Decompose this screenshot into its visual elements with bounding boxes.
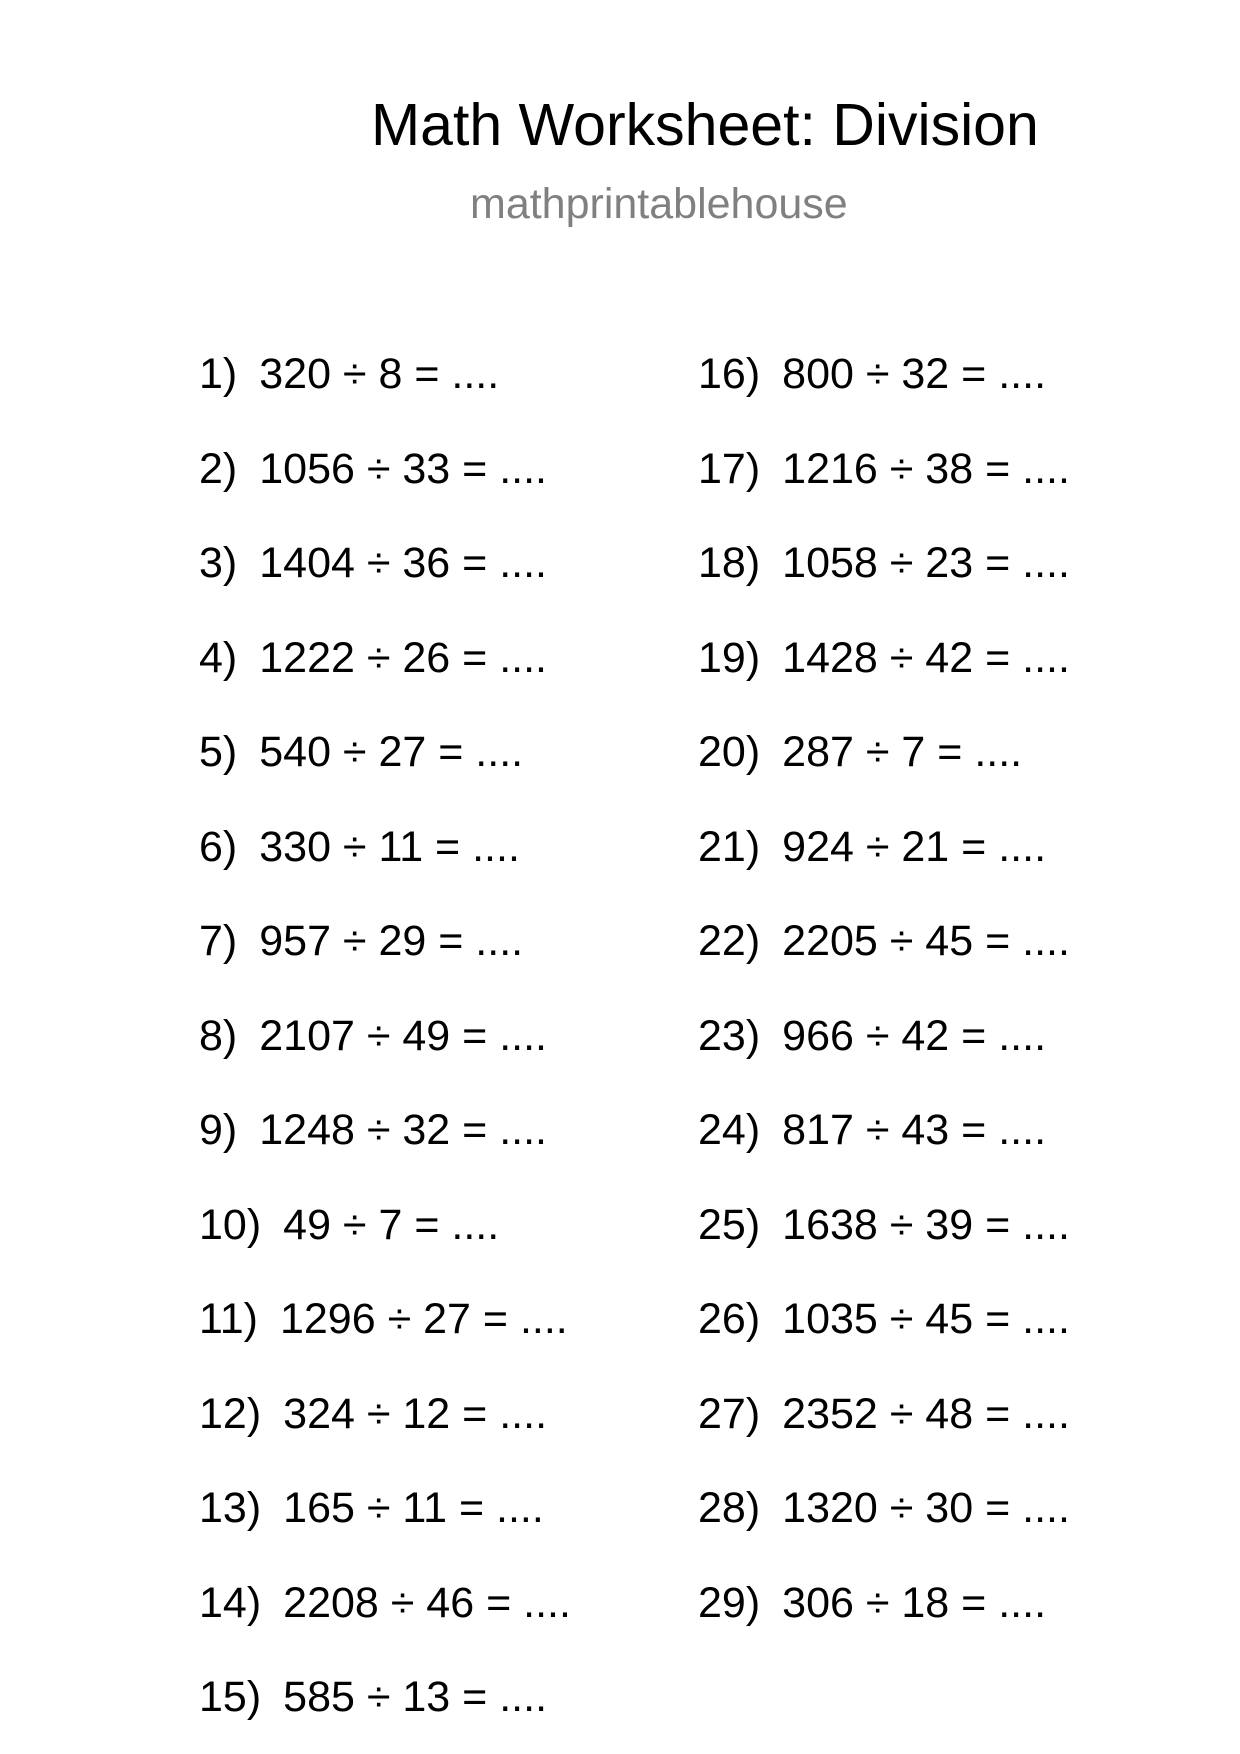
problem-item [199,539,548,587]
problem-number: 13) [199,1484,262,1532]
problem-number: 16) [698,350,761,398]
problem-number: 11) [199,1295,258,1343]
problem-item [698,634,1070,682]
problem-item [199,350,500,398]
problem-expression: 1320 ÷ 30 = .... [782,1484,1070,1532]
problem-item [199,823,520,871]
problem-item [698,1106,1047,1154]
problem-number: 3) [199,539,238,587]
problem-expression: 1404 ÷ 36 = .... [259,539,548,587]
problem-number: 5) [199,728,238,776]
problem-item [199,1012,548,1060]
problem-number: 27) [698,1390,761,1438]
page-subtitle: mathprintablehouse [470,180,848,228]
problem-item [698,1295,1070,1343]
problem-item [698,823,1047,871]
page-title: Math Worksheet: Division [371,92,1039,158]
problem-expression: 1248 ÷ 32 = .... [259,1106,548,1154]
problem-number: 18) [698,539,761,587]
problem-item [199,1484,544,1532]
problem-expression: 800 ÷ 32 = .... [782,350,1047,398]
problem-item [698,445,1070,493]
problem-number: 21) [698,823,761,871]
problem-number: 9) [199,1106,238,1154]
problem-expression: 1216 ÷ 38 = .... [782,445,1070,493]
problem-expression: 330 ÷ 11 = .... [259,823,520,871]
problem-number: 20) [698,728,761,776]
problem-item [698,1390,1070,1438]
problem-number: 7) [199,917,238,965]
problem-expression: 540 ÷ 27 = .... [259,728,524,776]
problem-number: 12) [199,1390,262,1438]
problem-number: 2) [199,445,238,493]
problem-expression: 2107 ÷ 49 = .... [259,1012,548,1060]
problem-item [199,1579,571,1627]
problem-number: 22) [698,917,761,965]
problem-expression: 1296 ÷ 27 = .... [279,1295,568,1343]
problem-number: 23) [698,1012,761,1060]
problem-number: 8) [199,1012,238,1060]
problem-item [698,917,1070,965]
problem-expression: 924 ÷ 21 = .... [782,823,1047,871]
problem-item [199,445,548,493]
problem-number: 1) [199,350,238,398]
problem-item [698,539,1070,587]
problem-expression: 165 ÷ 11 = .... [283,1484,544,1532]
problem-number: 19) [698,634,761,682]
problem-expression: 966 ÷ 42 = .... [782,1012,1047,1060]
problem-number: 15) [199,1673,262,1721]
problem-number: 26) [698,1295,761,1343]
problem-expression: 1058 ÷ 23 = .... [782,539,1070,587]
problem-item [199,1673,548,1721]
problem-expression: 1638 ÷ 39 = .... [782,1201,1070,1249]
problem-number: 17) [698,445,761,493]
problem-item [199,1201,500,1249]
problem-item [698,728,1023,776]
problem-item [199,1106,548,1154]
problem-expression: 1056 ÷ 33 = .... [259,445,548,493]
problem-expression: 306 ÷ 18 = .... [782,1579,1047,1627]
problem-expression: 1222 ÷ 26 = .... [259,634,548,682]
problem-item [199,1295,568,1343]
problem-item [199,728,524,776]
problem-expression: 320 ÷ 8 = .... [259,350,500,398]
problem-expression: 2208 ÷ 46 = .... [283,1579,571,1627]
problem-expression: 585 ÷ 13 = .... [283,1673,548,1721]
problem-expression: 2352 ÷ 48 = .... [782,1390,1070,1438]
problem-number: 24) [698,1106,761,1154]
problem-number: 28) [698,1484,761,1532]
problem-expression: 49 ÷ 7 = .... [283,1201,500,1249]
problem-number: 29) [698,1579,761,1627]
problem-expression: 1428 ÷ 42 = .... [782,634,1070,682]
problem-expression: 2205 ÷ 45 = .... [782,917,1070,965]
problem-item [698,1484,1070,1532]
problem-number: 25) [698,1201,761,1249]
problem-expression: 324 ÷ 12 = .... [283,1390,548,1438]
problem-expression: 287 ÷ 7 = .... [782,728,1023,776]
problem-item [698,1201,1070,1249]
problem-number: 4) [199,634,238,682]
problem-number: 10) [199,1201,262,1249]
problem-item [698,1579,1047,1627]
problem-number: 6) [199,823,238,871]
problem-item [199,917,524,965]
problem-expression: 1035 ÷ 45 = .... [782,1295,1070,1343]
problem-item [698,1012,1047,1060]
problem-expression: 817 ÷ 43 = .... [782,1106,1047,1154]
problem-item [199,1390,548,1438]
problem-number: 14) [199,1579,262,1627]
problem-expression: 957 ÷ 29 = .... [259,917,524,965]
problem-item [199,634,548,682]
problem-item [698,350,1047,398]
